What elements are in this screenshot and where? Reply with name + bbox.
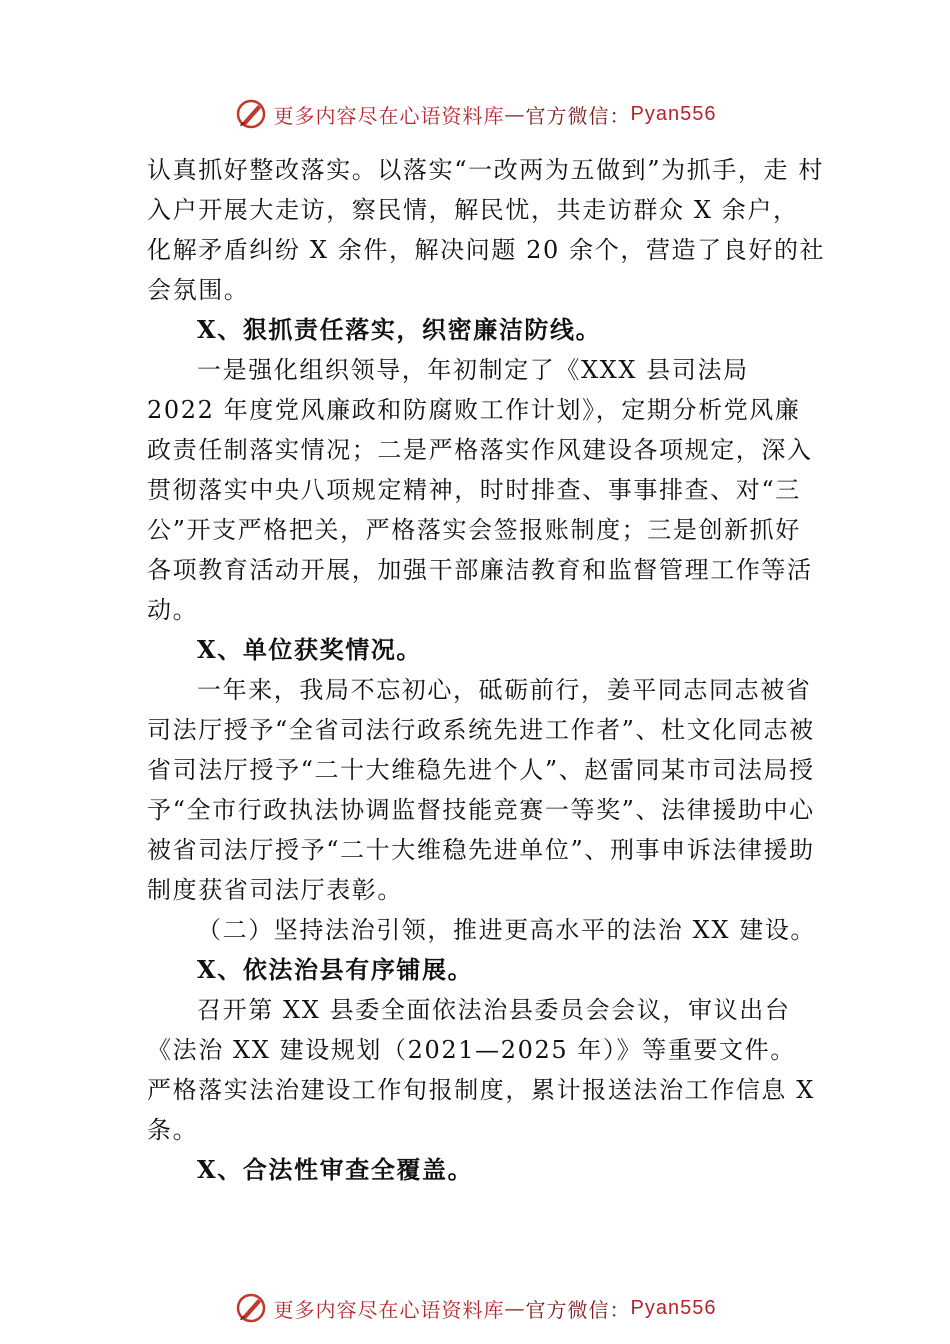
paragraph-line: 入户开展大走访，察民情，解民忧，共走访群众 X 余户， — [147, 196, 799, 224]
footer-wechat-label: 官方微信： — [525, 1297, 631, 1322]
subsection-heading: （二）坚持法治引领，推进更高水平的法治 XX 建设。 — [197, 916, 817, 944]
paragraph: 召开第 XX 县委全面依法治县委员会会议，审议出台《法治 XX 建设规划（2021—2025 年）》等重要文件。严格落实法治建设工作旬报制度，累计报送法治工作信息 X 条。 — [147, 996, 815, 1144]
brush-logo-icon — [234, 97, 268, 131]
section-heading: X、合法性审查全覆盖。 — [197, 1155, 474, 1184]
footer-banner — [0, 1288, 950, 1328]
paragraph-line: 化解矛盾纠纷 X 余件，解决问题 20 余个，营造了良好的社 — [147, 236, 826, 264]
footer-dash: — — [504, 1296, 526, 1320]
brush-logo-icon — [234, 1291, 268, 1325]
header-wechat-label: 官方微信： — [525, 103, 631, 128]
paragraph: 一年来，我局不忘初心，砥砺前行，姜平同志同志被省司法厅授予“全省司法行政系统先进工作者”、杜文化同志被省司法厅授予“二十大维稳先进个人”、赵雷同某市司法局授予“全市行政执法协调监督技能竞赛一等奖”、法律援助中心被省司法厅授予“二十大维稳先进单位”、刑事申诉法律援助制度获省司法厅表彰。 — [147, 676, 815, 904]
section-heading: X、依法治县有序铺展。 — [197, 955, 474, 984]
footer-wechat-id: Pyan556 — [630, 1296, 717, 1319]
paragraph-line: 会氛围。 — [147, 276, 250, 304]
header-banner — [0, 94, 950, 134]
section-heading: X、狠抓责任落实，织密廉洁防线。 — [197, 315, 602, 344]
section-heading: X、单位获奖情况。 — [197, 635, 423, 664]
paragraph: 一是强化组织领导，年初制定了《XXX 县司法局 2022 年度党风廉政和防腐败工作计划》，定期分析党风廉政责任制落实情况；二是严格落实作风建设各项规定，深入贯彻落实中央八项规定精神，时时排查、事事排查、对“三公”开支严格把关，严格落实会签报账制度；三是创新抓好各项教育活动开展，加强干部廉洁教育和监督管理工作等活动。 — [147, 356, 813, 624]
footer-brand-text: 更多内容尽在心语资料库 — [273, 1297, 505, 1322]
document-body — [147, 150, 826, 1190]
header-dash: — — [504, 102, 526, 126]
paragraph-line: 认真抓好整改落实。以落实“一改两为五做到”为抓手，走 村 — [147, 156, 824, 184]
header-brand-text: 更多内容尽在心语资料库 — [273, 103, 505, 128]
header-wechat-id: Pyan556 — [630, 102, 717, 125]
